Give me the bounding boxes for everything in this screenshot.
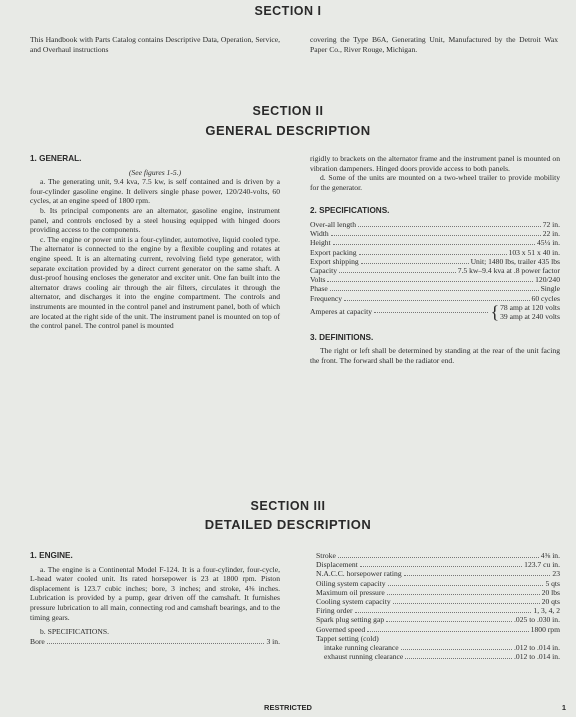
brace-glyph: { [490,301,500,322]
spec-row [316,560,560,569]
section-3-subtitle: DETAILED DESCRIPTION [204,517,372,532]
exhaust-row [316,652,560,661]
specifications-heading: 2. SPECIFICATIONS. [310,206,390,216]
spec-row [316,569,560,578]
spec-label: Spark plug setting gap [316,615,385,625]
spec-label: Oiling system capacity [316,578,386,588]
spec-label: Cooling system capacity [316,597,391,607]
spec-row [310,257,560,266]
spec-value: 7.5 kw–9.4 kva at .8 power factor [457,265,560,275]
spec-row [310,284,560,293]
spec-label: Export packing [310,247,357,257]
spec-value: 45¼ in. [537,238,560,248]
spec-value: 4⅜ in. [540,551,560,560]
general-paragraph-c: c. The engine or power unit is a four-cylinder, automotive, liquid cooled type. The alternator is connected to the engine by a flexible coupling and rotates at engine speed. It is an alternating current, revolving field type generator, with separate excitation provided by a direct current generator on the same shaft. A dust-proof housing encloses the generator and exciter unit. One fan built into the alternator draws cooling air through the air filters, circulates it through the alternator, and discharges it into the engine compartment. The controls and instruments are mounted in the control panel and instrument panel, both of which are located at the right side of the unit. The instrument panel is mounted on top of the control panel. The control panel is mounted [30,234,280,331]
spec-value: Unit; 1480 lbs, trailer 435 lbs [470,256,560,266]
spec-value: 22 in. [542,229,560,239]
section-1-right-column [310,35,558,54]
spec-label: Displacement [316,560,358,570]
spec-row [310,220,560,229]
engine-paragraph-a: a. The engine is a Continental Model F-124. It is a four-cylinder, four-cycle, L-head water cooled unit. Its rated horsepower is 23 at 1800 rpm. Piston displacement is 123.7 cubic inches; bore, 3 inches; and stroke, 4⅜ inches. Lubrication is provided by a pump, gear driven off the camshaft. It furnishes pressure lubrication to all main, connecting rod and camshaft bearings, and to the timing gears. [30,564,280,622]
general-heading: 1. GENERAL. [30,154,82,163]
spec-label: Maximum oil pressure [316,587,385,597]
spec-value: 120/240 [535,275,560,285]
spec-value: 1, 3, 4, 2 [533,606,560,616]
general-paragraph-c-continued: rigidly to brackets on the alternator frame and the instrument panel is mounted on vibration dampeners. Hinged doors provide access to both panels. [310,154,560,173]
spec-label: N.A.C.C. horsepower rating [316,569,402,579]
spec-label: Height [310,238,331,248]
spec-row [310,229,560,238]
spec-label: Export shipping [310,256,359,266]
section-2-left-column [30,154,280,331]
section-1-left-column [30,35,280,54]
restricted-footer: RESTRICTED [264,703,312,712]
spec-value: 123.7 cu in. [524,560,560,570]
general-paragraph-a: a. The generating unit, 9.4 kva, 7.5 kw, is self contained and is driven by a four-cylinder gasoline engine. It delivers single phase power, 120/240-volts, 60 cycles, at an engine speed of 1800 rpm. [30,177,280,206]
figures-reference: (See figures 1-5.) [128,167,182,177]
spec-value: 5 qts [545,578,560,588]
spec-value: 1800 rpm [530,624,560,634]
spec-label: Volts [310,275,326,285]
definitions-heading: 3. DEFINITIONS. [310,332,374,342]
engine-heading: 1. ENGINE. [30,551,73,560]
bore-label: Bore [30,636,45,646]
spec-label: Over-all length [310,219,357,229]
general-paragraph-b: b. Its principal components are an alternator, gasoline engine, instrument panel, and controls enclosed by a steel housing equipped with hinged doors providing access to the components. [30,205,280,235]
section-2-subtitle: GENERAL DESCRIPTION [205,123,371,138]
section-1-intro-right: covering the Type B6A, Generating Unit, Manufactured by the Detroit Wax Paper Co., River Rouge, Michigan. [310,35,558,54]
engine-specifications-list [316,551,560,634]
spec-row [310,275,560,284]
section-3-title: SECTION III [250,499,326,513]
spec-row [310,294,560,303]
spec-label: Firing order [316,606,353,616]
section-3-right-column [316,551,560,661]
spec-row [316,588,560,597]
spec-label: Frequency [310,293,343,303]
specifications-list [310,220,560,303]
spec-value: .025 to .030 in. [514,615,560,625]
section-3-left-column [30,551,280,646]
section-1-title: SECTION I [254,4,322,18]
spec-value: 60 cycles [531,293,560,303]
spec-row [316,625,560,634]
section-2-title: SECTION II [252,104,324,118]
tappet-label: Tappet setting (cold) [316,633,379,643]
engine-paragraph-b: b. SPECIFICATIONS. [40,627,109,637]
intake-value: .012 to .014 in. [514,643,560,653]
spec-label: Governed speed [316,624,366,634]
tappet-row [316,634,560,643]
spec-label: Width [310,229,329,239]
general-paragraph-d: d. Some of the units are mounted on a two-wheel trailer to provide mobility for the generator. [310,173,560,192]
spec-row [310,266,560,275]
amperes-row [310,303,560,321]
spec-value: 103 x 51 x 40 in. [508,247,560,257]
spec-row [316,597,560,606]
spec-label: Stroke [316,551,336,560]
spec-value: 20 qts [541,597,560,607]
spec-value: 23 [552,569,560,579]
spec-row [316,606,560,615]
intake-label: intake running clearance [324,643,399,653]
spec-label: Phase [310,284,328,294]
amperes-120: 78 amp at 120 volts [500,302,560,312]
spec-row [310,238,560,247]
spec-value: 20 lbs [541,587,560,597]
bore-value: 3 in. [266,636,280,646]
exhaust-label: exhaust running clearance [324,652,404,662]
spec-value: 72 in. [542,219,560,229]
section-2-right-column [310,154,560,366]
bore-row [30,637,280,646]
intake-row [316,643,560,652]
section-1-intro-left: This Handbook with Parts Catalog contains Descriptive Data, Operation, Service, and Overhaul instructions [30,35,280,54]
amperes-label: Amperes at capacity [310,307,372,317]
spec-row [316,551,560,560]
spec-row [310,248,560,257]
spec-row [316,615,560,624]
page-number: 1 [561,703,566,712]
spec-value: Single [540,284,560,294]
spec-label: Capacity [310,265,337,275]
exhaust-value: .012 to .014 in. [514,652,560,662]
definitions-text: The right or left shall be determined by standing at the rear of the unit facing the front. The forward shall be the radiator end. [310,346,560,365]
spec-row [316,579,560,588]
amperes-240: 39 amp at 240 volts [500,311,560,321]
